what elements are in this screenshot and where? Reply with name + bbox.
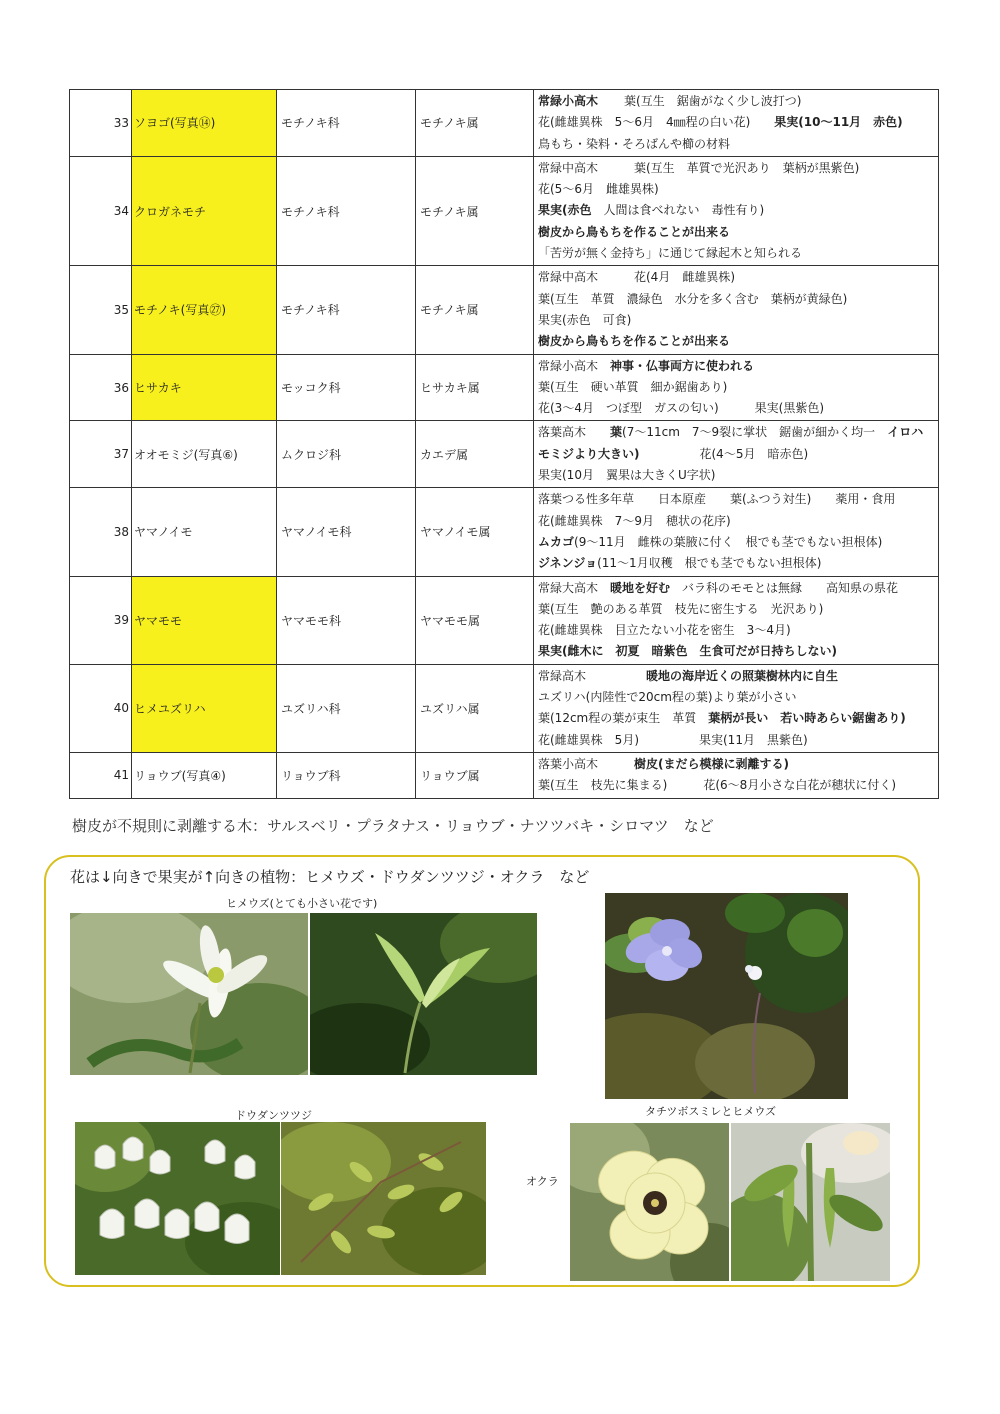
plant-description [534,266,939,354]
description-line: 常緑中高木 葉(互生 革質で光沢あり 葉柄が黒紫色) [538,160,860,175]
table-row [70,576,939,664]
description-line: 葉(互生 硬い革質 細か鋸歯あり) [538,379,728,394]
plant-description [534,421,939,488]
plant-genus: モチノキ属 [416,266,534,354]
description-line: 常緑高木 暖地の海岸近くの照葉樹林内に自生 [538,668,839,683]
plant-description [534,664,939,752]
description-line: 花(雌雄異株 5〜6月 4㎜程の白い花) 果実(10〜11月 赤色) [538,115,903,130]
plant-name: ヤマモモ [132,576,277,664]
plant-description [534,576,939,664]
plant-name: ヒメユズリハ [132,664,277,752]
description-line: 果実(雌木に 初夏 暗紫色 生食可だが日持ちしない) [538,644,837,659]
row-number: 38 [70,488,132,576]
plant-genus: ユズリハ属 [416,664,534,752]
plant-genus: カエデ属 [416,421,534,488]
plant-genus: ヤマモモ属 [416,576,534,664]
table-row [70,156,939,265]
photo-himeuzu-flower [70,913,308,1075]
plant-family: モッコク科 [277,354,416,421]
description-line: 花(5〜6月 雌雄異株) [538,182,659,197]
plant-description [534,354,939,421]
plant-genus: ヒサカキ属 [416,354,534,421]
description-line: モミジより大きい) 花(4〜5月 暗赤色) [538,446,809,461]
plant-description [534,156,939,265]
description-line: 果実(赤色 可食) [538,312,632,327]
plant-family: リョウブ科 [277,752,416,798]
description-line: 花(雌雄異株 7〜9月 穂状の花序) [538,513,731,528]
caption-himeuzu: ヒメウズ(とても小さい花です) [226,897,378,910]
description-line: ジネンジョ(11〜1月収穫 根でも茎でもない担根体) [538,556,822,571]
plant-family: ヤマモモ科 [277,576,416,664]
description-line: 花(雌雄異株 5月) 果実(11月 黒紫色) [538,732,808,747]
photo-okra-flower [570,1123,729,1281]
plant-description [534,90,939,157]
row-number: 39 [70,576,132,664]
description-line: 落葉小高木 樹皮(まだら模様に剥離する) [538,756,789,771]
table-row [70,421,939,488]
plant-genus: モチノキ属 [416,90,534,157]
plant-family: モチノキ科 [277,156,416,265]
plant-family: ムクロジ科 [277,421,416,488]
frame-title: 花は↓向きで果実が↑向きの植物：ヒメウズ・ドウダンツツジ・オクラ など [70,868,590,886]
plant-table [69,89,939,799]
caption-tachitsubo: タチツボスミレとヒメウズ [645,1105,777,1118]
caption-dodantsutsuji: ドウダンツツジ [235,1109,312,1122]
plant-name: ヤマノイモ [132,488,277,576]
photo-himeuzu-fruit [310,913,537,1075]
row-number: 36 [70,354,132,421]
table-row [70,354,939,421]
description-line: 鳥もち・染料・そろばんや櫛の材料 [538,136,731,151]
photo-dodan-leaves [281,1122,486,1275]
plant-description [534,488,939,576]
description-line: 落葉つる性多年草 日本原産 葉(ふつう対生) 薬用・食用 [538,492,896,507]
description-line: 葉(互生 枝先に集まる) 花(6〜8月小さな白花が穂状に付く) [538,778,896,793]
description-line: 果実(赤色 人間は食べれない 毒性有り) [538,203,765,218]
bark-peeling-note: 樹皮が不規則に剥離する木：サルスベリ・プラタナス・リョウブ・ナツツバキ・シロマツ など [72,817,714,835]
plant-name: モチノキ(写真㉗) [132,266,277,354]
description-line: 樹皮から鳥もちを作ることが出来る [538,224,731,239]
caption-okra: オクラ [526,1175,559,1188]
plant-genus: ヤマノイモ属 [416,488,534,576]
plant-genus: モチノキ属 [416,156,534,265]
plant-name: ソヨゴ(写真⑭) [132,90,277,157]
description-line: 葉(互生 艶のある革質 枝先に密生する 光沢あり) [538,601,824,616]
plant-family: ユズリハ科 [277,664,416,752]
row-number: 41 [70,752,132,798]
description-line: 落葉高木 葉(7〜11cm 7〜9裂に掌状 鋸歯が細かく均一 イロハ [538,425,924,440]
description-line: 常緑中高木 花(4月 雌雄異株) [538,270,735,285]
plant-name: リョウブ(写真④) [132,752,277,798]
description-line: ムカゴ(9〜11月 雌株の葉腋に付く 根でも茎でもない担根体) [538,534,883,549]
table-row [70,90,939,157]
plant-genus: リョウブ属 [416,752,534,798]
plant-family: ヤマノイモ科 [277,488,416,576]
photo-dodan-flowers [75,1122,280,1275]
table-row [70,752,939,798]
row-number: 37 [70,421,132,488]
row-number: 40 [70,664,132,752]
row-number: 33 [70,90,132,157]
description-line: 花(3〜4月 つぼ型 ガスの匂い) 果実(黒紫色) [538,401,824,416]
description-line: 常緑小高木 神事・仏事両方に使われる [538,358,755,373]
plant-name: クロガネモチ [132,156,277,265]
description-line: 常緑大高木 暖地を好む バラ科のモモとは無縁 高知県の県花 [538,580,899,595]
description-line: 常緑小高木 葉(互生 鋸歯がなく少し波打つ) [538,94,802,108]
description-line: 樹皮から鳥もちを作ることが出来る [538,334,731,349]
row-number: 35 [70,266,132,354]
plant-description [534,752,939,798]
photo-tachitsubo-sumire [605,893,848,1099]
description-line: 果実(10月 翼果は大きくU字状) [538,468,716,483]
description-line: 葉(互生 革質 濃緑色 水分を多く含む 葉柄が黄緑色) [538,291,848,306]
plant-family: モチノキ科 [277,266,416,354]
table-row [70,664,939,752]
photo-okra-fruit [731,1123,890,1281]
plant-name: オオモミジ(写真⑥) [132,421,277,488]
plant-family: モチノキ科 [277,90,416,157]
description-line: 葉(12cm程の葉が束生 革質 葉柄が長い 若い時あらい鋸歯あり) [538,711,906,726]
description-line: 花(雌雄異株 目立たない小花を密生 3〜4月) [538,623,791,638]
table-row [70,266,939,354]
table-row [70,488,939,576]
plant-name: ヒサカキ [132,354,277,421]
row-number: 34 [70,156,132,265]
description-line: 「苦労が無く金持ち」に通じて縁起木と知られる [538,246,803,261]
description-line: ユズリハ(内陸性で20cm程の葉)より葉が小さい [538,690,797,705]
